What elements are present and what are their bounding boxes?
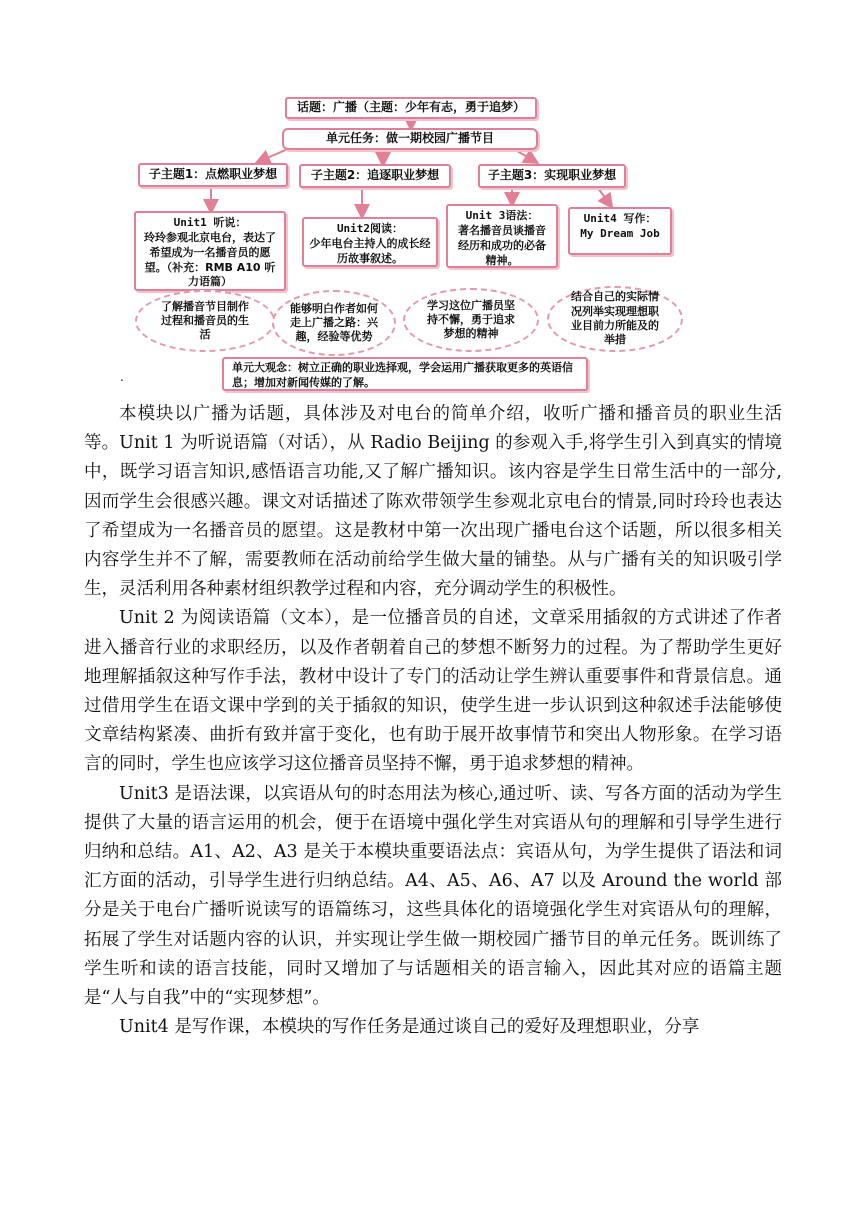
topic-box xyxy=(285,97,537,119)
unit-1-box xyxy=(134,211,286,291)
big-idea-box xyxy=(222,357,588,391)
subtopic-1-text: 子主题1：点燃职业梦想 xyxy=(148,167,278,182)
unit-4-title: Unit4 写作： xyxy=(583,212,657,225)
paragraph-unit3: Unit3 是语法课，以宾语从句的时态用法为核心,通过听、读、写各方面的活动为学生提供了大量的语言运用的机会，便于在语境中强化学生对宾语从句的理解和引导学生进行归纳和总结。A1、A2、A3 是关于本模块重要语法点：宾语从句，为学生提供了语法和词汇方面的活动，引导学生进行归纳总结。A4、A5、A6、A7 以及 Around the world 部分是关于电台广播听说读写的语篇练习，这些具体化的语境强化学生对宾语从句的理解，拓展了学生对话题内容的认识，并实现让学生做一期校园广播节目的单元任务。既训练了学生听和读的语言技能，同时又增加了与话题相关的语言输入，因此其对应的语篇主题是“人与自我”中的“实现梦想”。 xyxy=(84,783,782,1009)
unit-3-title: Unit 3语法： xyxy=(465,209,539,222)
outcome-2-oval xyxy=(272,290,396,356)
task-box xyxy=(282,128,538,150)
outcome-3-text: 学习这位广播员坚持不懈，勇于追求梦想的精神 xyxy=(427,298,515,341)
unit-2-box xyxy=(302,217,438,267)
unit-1-body: 玲玲参观北京电台，表达了希望成为一名播音员的愿望。（补充：RMB A10 听力语篇） xyxy=(144,230,276,289)
subtopic-1-box xyxy=(138,163,288,187)
unit-3-box xyxy=(446,204,558,268)
unit-structure-diagram xyxy=(0,0,860,389)
outcome-4-oval xyxy=(547,286,683,352)
paragraph-unit1: 本模块以广播为话题，具体涉及对电台的简单介绍，收听广播和播音员的职业生活等。Unit 1 为听说语篇（对话），从 Radio Beijing 的参观入手,将学生引入到真实的情境中，既学习语言知识,感悟语言功能,又了解广播知识。该内容是学生日常生活中的一部分,因而学生会很感兴趣。课文对话描述了陈欢带领学生参观北京电台的情景,同时玲玲也表达了希望成为一名播音员的愿望。这是教材中第一次出现广播电台这个话题，所以很多相关内容学生并不了解，需要教师在活动前给学生做大量的铺垫。从与广播有关的知识吸引学生，灵活利用各种素材组织教学过程和内容，充分调动学生的积极性。 xyxy=(84,404,782,600)
subtopic-2-text: 子主题2：追逐职业梦想 xyxy=(310,168,440,183)
outcome-3-oval xyxy=(403,288,539,352)
subtopic-2-box xyxy=(299,164,451,188)
topic-text: 话题：广播（主题：少年有志，勇于追梦） xyxy=(296,100,525,115)
subtopic-3-box xyxy=(478,164,626,188)
paragraph-unit4: Unit4 是写作课，本模块的写作任务是通过谈自己的爱好及理想职业，分享 xyxy=(119,1017,700,1038)
paragraph-unit2: Unit 2 为阅读语篇（文本），是一位播音员的自述，文章采用插叙的方式讲述了作者进入播音行业的求职经历，以及作者朝着自己的梦想不断努力的过程。为了帮助学生更好地理解插叙这种写作手法，教材中设计了专门的活动让学生辨认重要事件和背景信息。通过借用学生在语文课中学到的关于插叙的知识，使学生进一步认识到这种叙述手法能够使文章结构紧凑、曲折有致并富于变化，也有助于展开故事情节和突出人物形象。在学习语言的同时，学生也应该学习这位播音员坚持不懈，勇于追求梦想的精神。 xyxy=(84,608,782,775)
unit-4-box xyxy=(568,207,672,255)
unit-1-title: Unit1 听说： xyxy=(173,216,247,229)
outcome-1-text: 了解播音节目制作过程和播音员的生活 xyxy=(161,299,249,342)
unit-2-body: 少年电台主持人的成长经历故事叙述。 xyxy=(309,236,431,265)
subtopic-3-text: 子主题3：实现职业梦想 xyxy=(487,168,617,183)
unit-3-body: 著名播音员谈播音经历和成功的必备精神。 xyxy=(458,223,546,267)
outcome-1-oval xyxy=(135,290,275,352)
unit-2-title: Unit2阅读： xyxy=(336,222,404,235)
stray-dot: . xyxy=(120,370,124,384)
body-text xyxy=(84,400,782,1042)
unit-4-body: My Dream Job xyxy=(580,226,660,240)
task-text: 单元任务：做一期校园广播节目 xyxy=(325,131,494,146)
outcome-4-text: 结合自己的实际情况列举实现理想职业目前力所能及的举措 xyxy=(571,290,659,347)
big-idea-text: 单元大观念：树立正确的职业选择观，学会运用广播获取更多的英语信息；增加对新闻传媒的了解。 xyxy=(232,361,573,389)
outcome-2-text: 能够明白作者如何走上广播之路：兴趣，经验等优势 xyxy=(290,301,378,344)
